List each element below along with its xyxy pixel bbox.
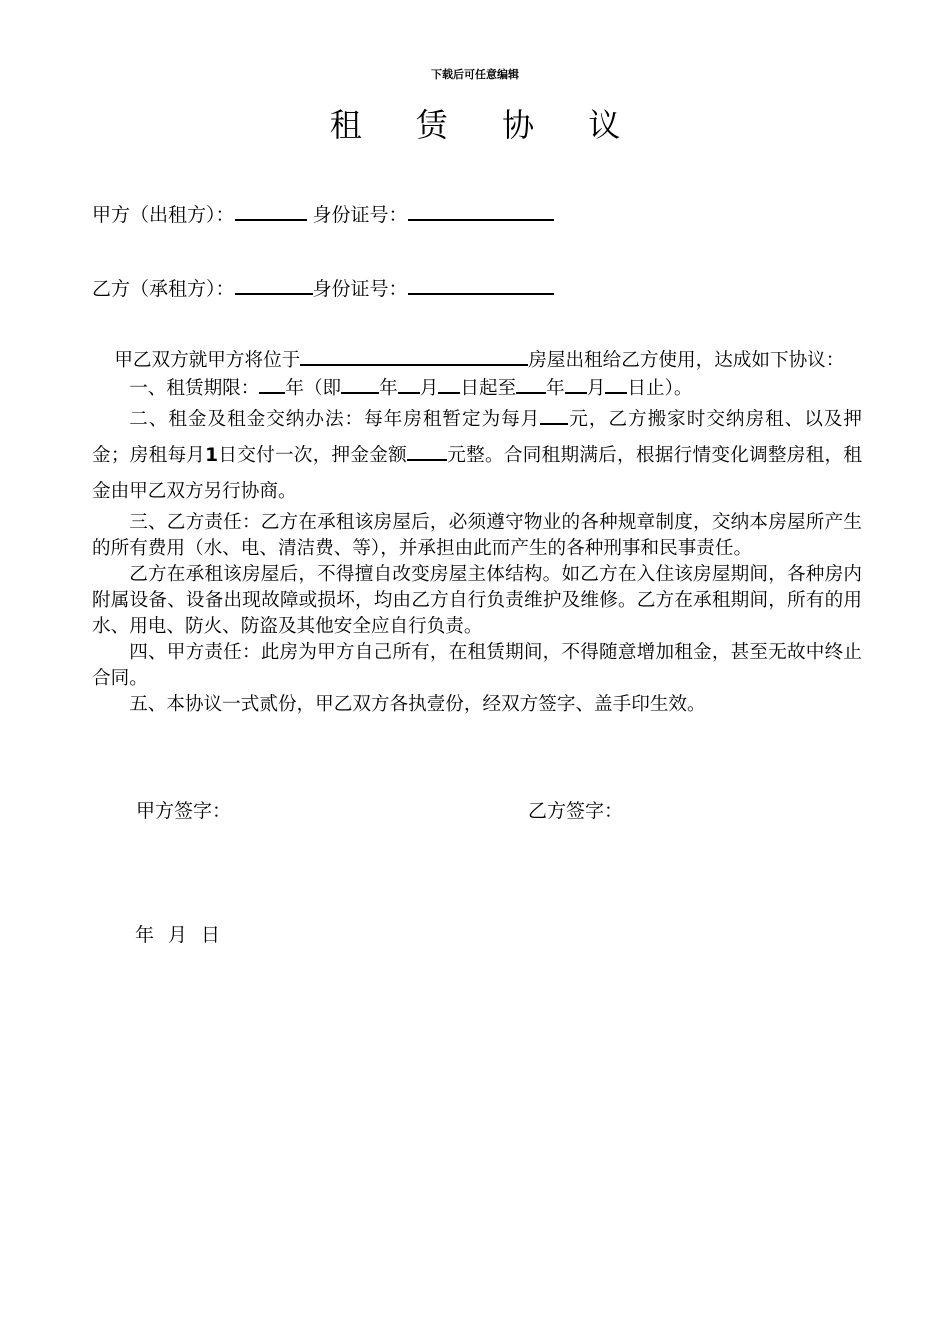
clause-1-label: 一、租赁期限：	[129, 378, 260, 399]
date-day-label: 日	[201, 924, 221, 946]
clause-1-text-d: 月	[419, 378, 439, 399]
intro-text-2: 房屋出租给乙方使用，达成如下协议：	[528, 350, 845, 371]
clause-2-text-c: 日交付一次，押金金额	[218, 445, 408, 466]
start-month-blank[interactable]	[398, 374, 420, 394]
document-title: 租 赁 协 议	[329, 106, 643, 144]
agreement-body	[92, 346, 862, 718]
end-year-blank[interactable]	[516, 374, 546, 394]
term-years-blank[interactable]	[259, 374, 285, 394]
end-day-blank[interactable]	[605, 374, 627, 394]
party-b-line	[92, 274, 554, 301]
intro-text-1: 甲乙双方就甲方将位于	[114, 350, 301, 371]
start-year-blank[interactable]	[341, 374, 379, 394]
date-month-label: 月	[168, 924, 188, 946]
clause-1-text-f: 年	[546, 378, 565, 399]
clause-1-text-g: 月	[586, 378, 606, 399]
date-line	[135, 920, 234, 947]
clause-3: 三、乙方责任：乙方在承租该房屋后，必须遵守物业的各种规章制度，交纳本房屋所产生的所有费用（水、电、清洁费、等），并承担由此而产生的各种刑事和民事责任。	[92, 512, 862, 559]
party-a-id-blank[interactable]	[408, 201, 554, 221]
clause-1-text-b: 年（即	[285, 378, 342, 399]
clause-3-continued: 乙方在承租该房屋后，不得擅自改变房屋主体结构。如乙方在入住该房屋期间，各种房内附属设备、设备出现故障或损坏，均由乙方自行负责维护及维修。乙方在承租期间，所有的用水、用电、防火、防盗及其他安全应自行负责。	[92, 564, 862, 637]
date-year-label: 年	[135, 924, 155, 946]
party-b-id-blank[interactable]	[408, 275, 554, 295]
clause-1	[92, 374, 862, 402]
deposit-amount-blank[interactable]	[407, 441, 447, 461]
party-b-id-label: 身份证号：	[312, 278, 408, 300]
party-b-label: 乙方（承租方）：	[92, 278, 235, 300]
monthly-rent-blank[interactable]	[540, 405, 568, 425]
property-address-blank[interactable]	[300, 346, 528, 366]
clause-4: 四、甲方责任：此房为甲方自己所有，在租赁期间，不得随意增加租金，甚至无故中终止合同。	[92, 642, 862, 689]
clause-2	[92, 402, 862, 510]
end-month-blank[interactable]	[565, 374, 587, 394]
start-day-blank[interactable]	[438, 374, 460, 394]
intro-paragraph	[92, 346, 862, 374]
payment-day-number: 1	[205, 445, 219, 466]
clause-1-text-e: 日起至	[460, 378, 517, 399]
party-a-name-blank[interactable]	[235, 201, 307, 221]
clause-2-text-a: 二、租金及租金交纳办法：每年房租暂定为每月	[129, 409, 541, 430]
party-a-signature-label: 甲方签字：	[136, 800, 232, 822]
clause-5: 五、本协议一式贰份，甲乙双方各执壹份，经双方签字、盖手印生效。	[129, 694, 706, 715]
party-a-id-label: 身份证号：	[306, 204, 408, 226]
clause-1-text-c: 年	[379, 378, 398, 399]
party-b-name-blank[interactable]	[235, 275, 313, 295]
party-a-label: 甲方（出租方）：	[92, 204, 235, 226]
clause-1-text-h: 日止）。	[627, 378, 693, 399]
clause-2-text-b: 元，乙方搬家时交纳房租、以及押金；房租每月	[92, 409, 862, 466]
header-note: 下载后可任意编辑	[431, 68, 519, 81]
party-a-line	[92, 200, 554, 227]
clause-2-text-d: 元整。合同租期满后，根据行情变化调整房租，租金由甲乙双方另行协商。	[92, 445, 862, 502]
party-b-signature-label: 乙方签字：	[528, 800, 624, 822]
